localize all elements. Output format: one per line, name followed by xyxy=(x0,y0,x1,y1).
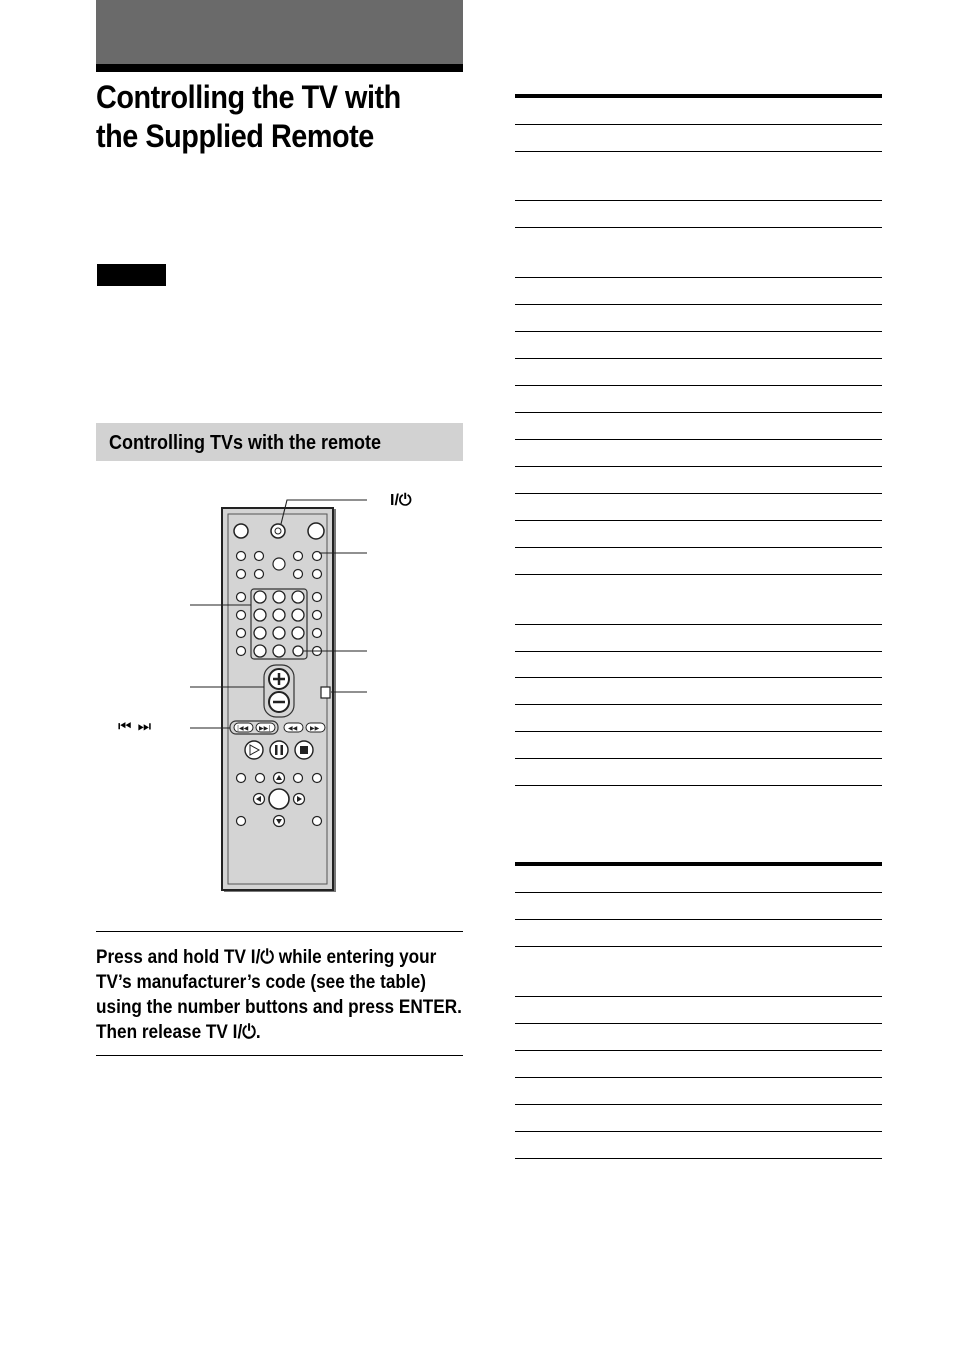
table-row xyxy=(515,412,882,413)
table-row xyxy=(515,785,882,786)
table-row xyxy=(515,547,882,548)
table-row xyxy=(515,200,882,201)
table-row xyxy=(515,1158,882,1159)
table-row xyxy=(515,358,882,359)
step-rule-top xyxy=(96,931,463,932)
table-row xyxy=(515,946,882,947)
table-row xyxy=(515,466,882,467)
page-title-line-1: Controlling the TV with xyxy=(96,79,401,115)
table-row xyxy=(515,151,882,152)
table-row xyxy=(515,1077,882,1078)
table-row xyxy=(515,1104,882,1105)
table-row xyxy=(515,493,882,494)
table-row xyxy=(515,892,882,893)
tv-switch xyxy=(321,687,330,698)
table-row xyxy=(515,758,882,759)
table-row xyxy=(515,1023,882,1024)
header-rule xyxy=(96,64,463,72)
svg-text:▶▶: ▶▶ xyxy=(310,725,320,732)
table-row xyxy=(515,677,882,678)
page-title xyxy=(96,78,438,156)
table-row xyxy=(515,331,882,332)
header-band xyxy=(96,0,463,64)
step-instruction: Press and hold TV I/⏻ while entering your TV’s manufacturer’s code (see the table) using the number buttons and press ENTER. Then release TV I/⏻. xyxy=(96,947,462,1043)
table-row xyxy=(515,651,882,652)
skip-buttons-label: ⏮ ⏭ xyxy=(118,718,153,735)
table-row xyxy=(515,919,882,920)
step-rule-bottom xyxy=(96,1055,463,1056)
page-title-line-2: the Supplied Remote xyxy=(96,118,374,154)
section-title: Controlling TVs with the remote xyxy=(109,432,382,454)
table-row xyxy=(515,704,882,705)
svg-text:◀◀: ◀◀ xyxy=(288,725,298,732)
table-row xyxy=(515,624,882,625)
table-row xyxy=(515,1131,882,1132)
note-marker xyxy=(97,264,166,286)
table-row xyxy=(515,1050,882,1051)
remote-illustration xyxy=(96,480,396,900)
table-row xyxy=(515,731,882,732)
svg-text:|◀◀: |◀◀ xyxy=(237,725,249,732)
tv-power-label: I/⏻ xyxy=(390,492,412,509)
svg-text:▶▶|: ▶▶| xyxy=(259,725,271,732)
table-row xyxy=(515,277,882,278)
table-row xyxy=(515,439,882,440)
table-row xyxy=(515,520,882,521)
table-row xyxy=(515,996,882,997)
table-header-rule xyxy=(515,94,882,98)
table-header-rule xyxy=(515,862,882,866)
table-row xyxy=(515,385,882,386)
table-row xyxy=(515,227,882,228)
tv-power-button xyxy=(271,524,285,538)
table-row xyxy=(515,124,882,125)
enter-button xyxy=(293,646,303,656)
table-row xyxy=(515,574,882,575)
table-row xyxy=(515,304,882,305)
